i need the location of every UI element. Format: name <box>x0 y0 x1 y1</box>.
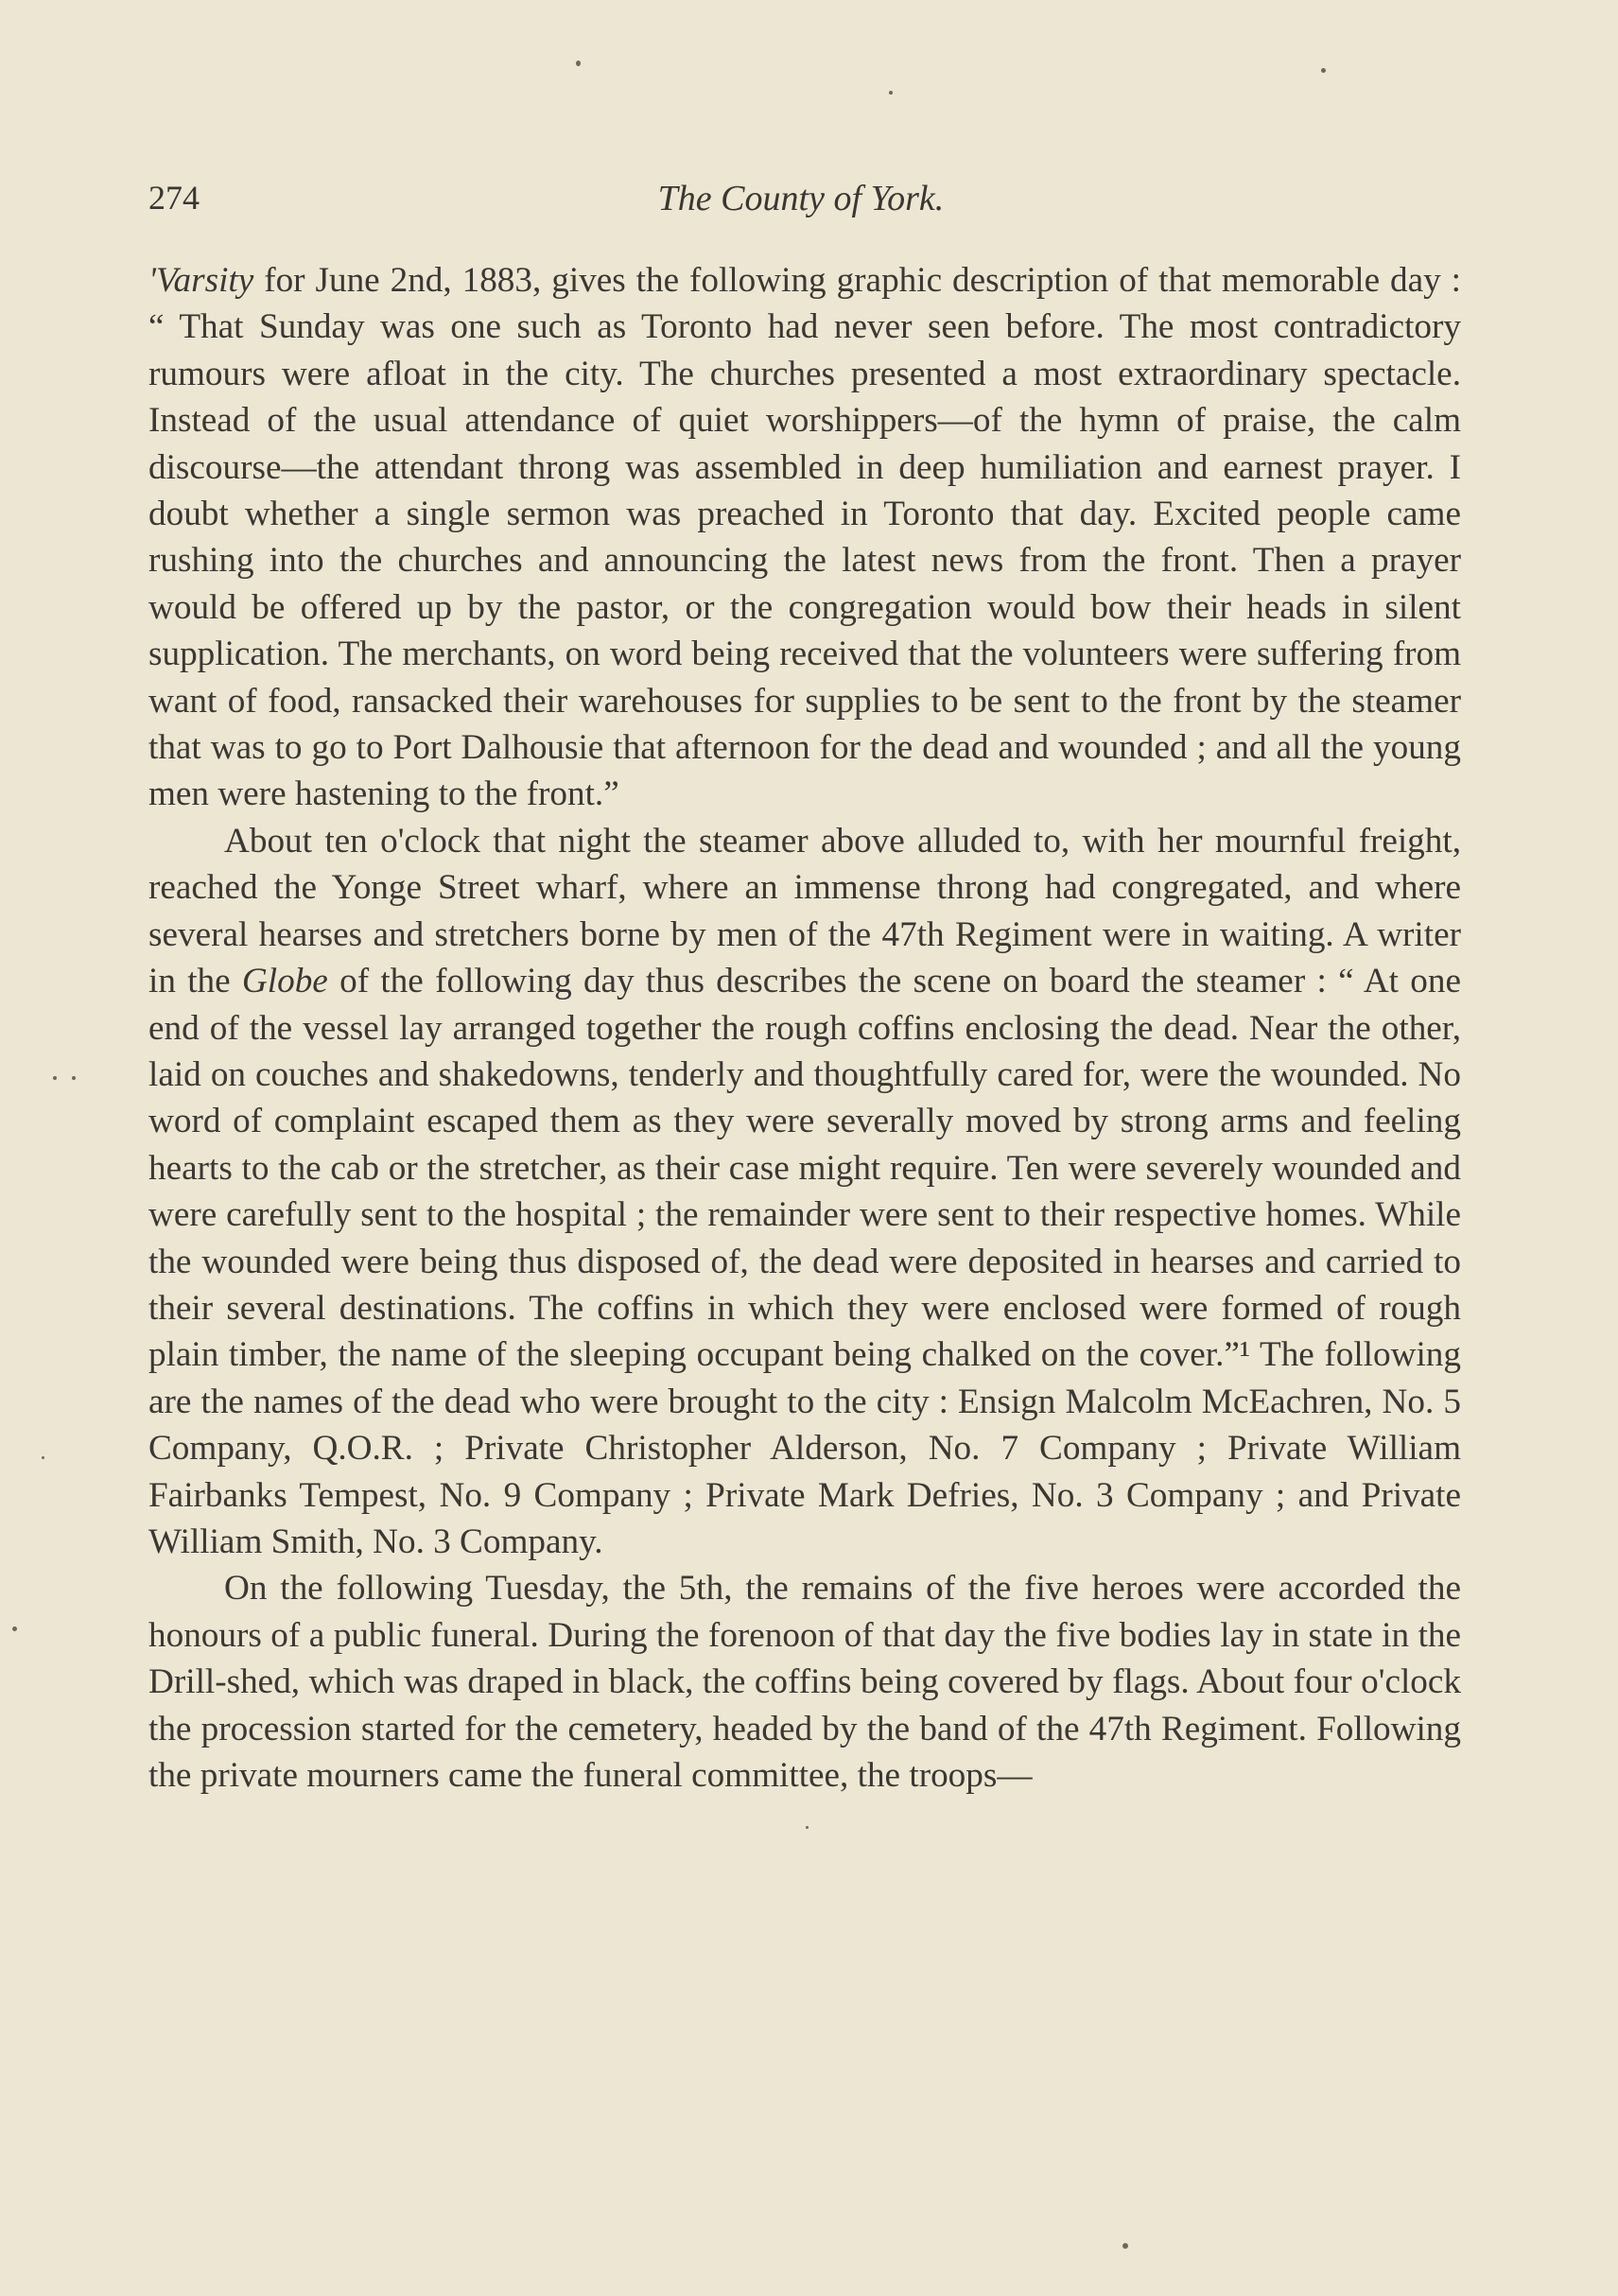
paragraph-1-italic-lead: 'Varsity <box>148 261 254 300</box>
paper-speck <box>1122 2243 1128 2249</box>
page-number: 274 <box>148 179 200 217</box>
paper-speck <box>806 1826 809 1829</box>
paragraph-3 <box>148 1565 1461 1799</box>
paragraph-2-text-before: About ten o'clock that night the steamer above alluded to, with her mournful freight, reached the Yonge Street wharf, where an immense throng had congregated, and where several hearses and stretchers borne by men of the 47th Regiment were in waiting. A writer in the <box>148 821 1461 1001</box>
body-text <box>148 257 1461 1799</box>
paragraph-1 <box>148 257 1461 818</box>
paper-speck <box>576 61 581 66</box>
paragraph-1-text: for June 2nd, 1883, gives the following graphic description of that memorable day : “ That Sunday was one such as Toronto had never seen before. The most contradictory rumours were afloat in the city. The churches presented a most extraordinary spectacle. Instead of the usual attendance of quiet worshippers—of the hymn of praise, the calm discourse—the attendant throng was assembled in deep humiliation and earnest prayer. I doubt whether a single sermon was preached in Toronto that day. Excited people came rushing into the churches and announcing the latest news from the front. Then a prayer would be offered up by the pastor, or the congregation would bow their heads in silent supplication. The merchants, on word being received that the volunteers were suffering from want of food, ransacked their warehouses for supplies to be sent to the front by the steamer that was to go to Port Dalhousie that afternoon for the dead and wounded ; and all the young men were hastening to the front.” <box>148 261 1461 814</box>
paper-speck <box>889 91 893 95</box>
paper-speck <box>53 1076 57 1080</box>
paragraph-2-italic-globe: Globe <box>241 962 328 1001</box>
paragraph-2 <box>148 818 1461 1566</box>
paragraph-2-text-after: of the following day thus describes the scene on board the steamer : “ At one end of the vessel lay arranged together the rough coffins enclosing the dead. Near the other, laid on couches and shakedowns, tenderly and thoughtfully cared for, were the wounded. No word of complaint escaped them as they were severally moved by strong arms and feeling hearts to the cab or the stretcher, as their case might require. Ten were severely wounded and were carefully sent to the hospital ; the remainder were sent to their respective homes. While the wounded were being thus disposed of, the dead were deposited in hearses and carried to their several destinations. The coffins in which they were enclosed were formed of rough plain timber, the name of the sleeping occupant being chalked on the cover.”¹ The following are the names of the dead who were brought to the city : Ensign Malcolm McEachren, No. 5 Company, Q.O.R. ; Private Christopher Alderson, No. 7 Company ; Private William Fairbanks Tempest, No. 9 Company ; Private Mark Defries, No. 3 Company ; and Private William Smith, No. 3 Company. <box>148 962 1461 1561</box>
paragraph-3-text: On the following Tuesday, the 5th, the remains of the five heroes were accorded the honours of a public funeral. During the forenoon of that day the five bodies lay in state in the Drill-shed, which was draped in black, the coffins being covered by flags. About four o'clock the procession started for the cemetery, headed by the band of the 47th Regiment. Following the private mourners came the funeral committee, the troops— <box>148 1569 1461 1795</box>
paper-speck <box>72 1076 76 1080</box>
running-title: The County of York. <box>657 179 945 218</box>
paper-speck <box>42 1456 44 1459</box>
paper-speck <box>1321 68 1326 73</box>
paper-speck <box>12 1626 17 1631</box>
page-header <box>148 178 1453 231</box>
